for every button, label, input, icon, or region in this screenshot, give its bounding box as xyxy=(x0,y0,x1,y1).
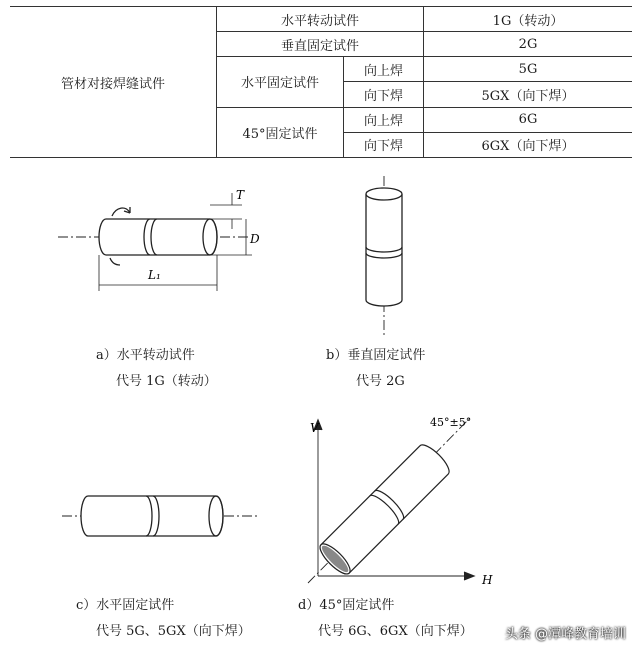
sub-cell-5g-down: 向下焊 xyxy=(344,82,424,107)
sub-cell-6g-up: 向上焊 xyxy=(344,107,424,132)
code-cell-6g: 6G xyxy=(424,107,633,132)
figure-c-horizontal-fixed xyxy=(60,488,260,548)
code-a: 代号 1G（转动） xyxy=(116,374,217,389)
code-cell-2g: 2G xyxy=(424,32,633,57)
label-D: D xyxy=(250,232,260,246)
type-cell-1g: 水平转动试件 xyxy=(217,7,424,32)
label-V: V xyxy=(310,421,319,435)
label-H: H xyxy=(482,573,493,586)
label-angle: 45°±5° xyxy=(430,416,472,429)
type-cell-2g: 垂直固定试件 xyxy=(217,32,424,57)
code-cell-1g: 1G（转动） xyxy=(424,7,633,32)
caption-c: c）水平固定试件 xyxy=(76,598,175,613)
weld-specimen-table xyxy=(10,6,632,158)
figure-d-45deg-fixed xyxy=(300,408,500,586)
label-T: T xyxy=(236,188,245,202)
code-b: 代号 2G xyxy=(356,374,405,389)
label-L1: L₁ xyxy=(148,268,161,282)
code-c: 代号 5G、5GX（向下焊） xyxy=(96,624,251,639)
watermark: 头条 @潭峰教育培训 xyxy=(504,627,626,642)
category-cell: 管材对接焊缝试件 xyxy=(10,7,217,158)
code-cell-5gx: 5GX（向下焊） xyxy=(424,82,633,107)
type-cell-6g: 45°固定试件 xyxy=(217,107,344,157)
figure-a-horizontal-rotating xyxy=(50,185,270,295)
caption-b: b）垂直固定试件 xyxy=(326,348,426,363)
code-d: 代号 6G、6GX（向下焊） xyxy=(318,624,473,639)
figure-b-vertical-fixed xyxy=(350,176,420,341)
sub-cell-5g-up: 向上焊 xyxy=(344,57,424,82)
caption-a: a）水平转动试件 xyxy=(96,348,195,363)
sub-cell-6g-down: 向下焊 xyxy=(344,132,424,157)
code-cell-6gx: 6GX（向下焊） xyxy=(424,132,633,157)
code-cell-5g: 5G xyxy=(424,57,633,82)
type-cell-5g: 水平固定试件 xyxy=(217,57,344,107)
caption-d: d）45°固定试件 xyxy=(298,598,395,613)
